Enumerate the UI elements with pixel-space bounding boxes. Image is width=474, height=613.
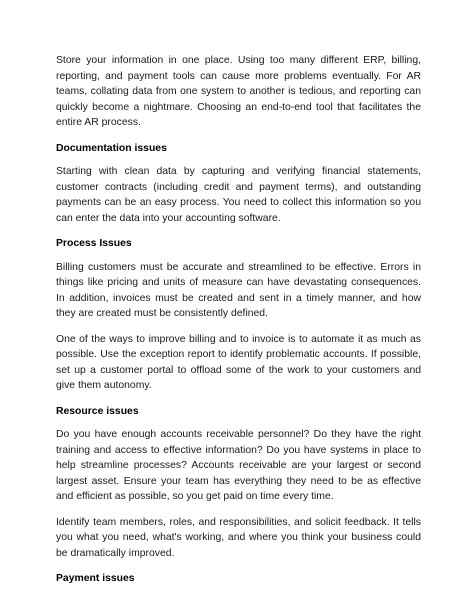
documentation-issues-heading: Documentation issues <box>56 142 167 154</box>
payment-issues-heading: Payment issues <box>56 573 135 584</box>
process-paragraph-2: One of the ways to improve billing and to invoice is to automate it as much as possible. Use the exception report to identify problematic accounts. If possible, set up a customer portal to offload some of the work to your customers and give them autonomy. <box>56 333 421 391</box>
resource-paragraph-1: Do you have enough accounts receivable personnel? Do they have the right training and access to effective information? Do you have systems in place to help streamline processes? Accounts receivable are your largest or second largest asset. Ensure your team has everything they need to be as effective and efficient as possible, so you get paid on time every time. <box>56 429 421 502</box>
process-issues-heading: Process Issues <box>56 238 132 249</box>
resource-issues-heading: Resource issues <box>56 405 139 417</box>
resource-paragraph-2: Identify team members, roles, and responsibilities, and solicit feedback. It tells you what you need, what's working, and where you think your business could be dramatically improved. <box>56 516 421 559</box>
intro-paragraph: Store your information in one place. Using too many different ERP, billing, reporting, and payment tools can cause more problems eventually. For AR teams, collating data from one system to another is tedious, and reporting can quickly become a nightmare. Choosing an end-to-end tool that facilitates the entire AR process. <box>56 55 421 128</box>
process-paragraph-1: Billing customers must be accurate and streamlined to be effective. Errors in things like pricing and units of measure can have devastating consequences. In addition, invoices must be created and sent in a timely manner, and how they are created must be consistently defined. <box>56 261 421 319</box>
document-body <box>56 53 421 595</box>
documentation-paragraph: Starting with clean data by capturing and verifying financial statements, customer contracts (including credit and payment terms), and outstanding payments can be an easy process. You need to collect this information so you can enter the data into your accounting software. <box>56 166 421 224</box>
